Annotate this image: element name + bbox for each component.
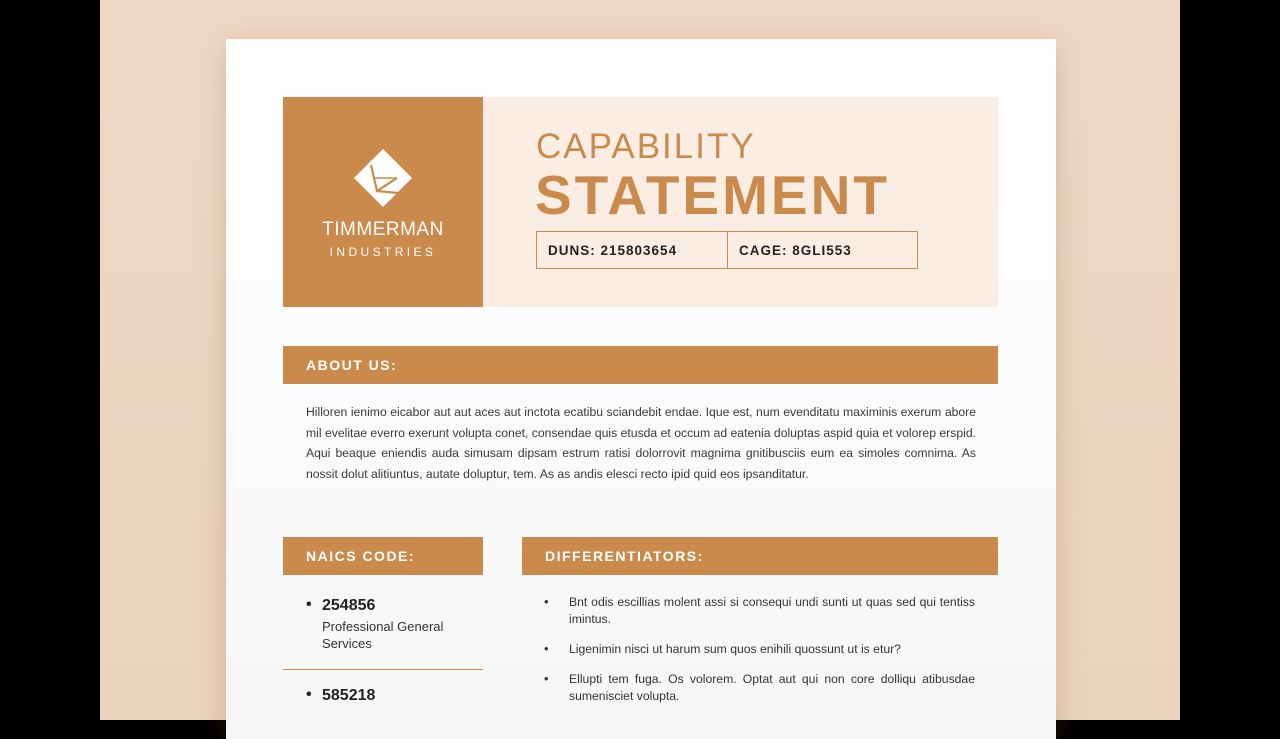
- naics-heading: NAICS CODE:: [283, 537, 483, 575]
- naics-code: 585218: [322, 687, 376, 704]
- title-panel: [483, 97, 998, 307]
- bullet-icon: •: [306, 686, 312, 703]
- differentiators-heading: DIFFERENTIATORS:: [522, 537, 998, 575]
- about-heading: ABOUT US:: [283, 346, 998, 384]
- list-item: [522, 641, 975, 658]
- bullet-icon: •: [544, 594, 549, 609]
- naics-code: 254856: [322, 597, 376, 614]
- divider: [283, 669, 483, 670]
- duns-number: DUNS: 215803654: [537, 232, 728, 268]
- naics-item: [283, 686, 483, 706]
- naics-item: [283, 596, 483, 652]
- cage-code: CAGE: 8GLI553: [739, 242, 852, 258]
- naics-description: Professional General Services: [322, 619, 444, 651]
- company-name: TIMMERMAN: [322, 219, 444, 240]
- bullet-icon: •: [544, 641, 549, 656]
- list-item: [522, 594, 975, 628]
- title-line-1: CAPABILITY: [536, 127, 756, 166]
- title-line-2: STATEMENT: [535, 164, 890, 226]
- list-item: [522, 671, 975, 705]
- brand-block: [283, 97, 483, 307]
- company-subtitle: INDUSTRIES: [329, 245, 437, 259]
- differentiator-text: Ellupti tem fuga. Os volorem. Optat aut qui non core dolliqu atibusdae sumenisciet volupta.: [569, 672, 975, 703]
- id-box: [536, 231, 918, 269]
- naics-list: [283, 596, 483, 709]
- differentiators-list: [522, 594, 975, 718]
- diamond-k-logo-icon: [352, 147, 414, 209]
- about-text: Hilloren ienimo eicabor aut aut aces aut inctota ecatibu sciandebit endae. Ique est, num evenditatu maximinis exerum abore mil evelitae everro exerunt volupta conet, consendae quis etusda et occum ad eatenia doluptas aspid quia et volorep erspid. Aqui beaque eniendis auda simusam dipsam estrum ratisi dolorrovit magnima gnitibusciis eum ea simoles comnima. As nossit dolut alitiuntus, autate doluptur, tem. As as andis elesci recto ipid quid eos ipsanditatur.: [306, 405, 976, 481]
- capability-statement-sheet: [226, 39, 1056, 739]
- bullet-icon: •: [544, 671, 549, 686]
- differentiator-text: Ligenimin nisci ut harum sum quos enihili quossunt ut is etur?: [569, 642, 901, 656]
- differentiator-text: Bnt odis escillias molent assi si consequi undi sunti ut quas sed qui tentiss imintus.: [569, 595, 975, 626]
- bullet-icon: •: [306, 596, 312, 613]
